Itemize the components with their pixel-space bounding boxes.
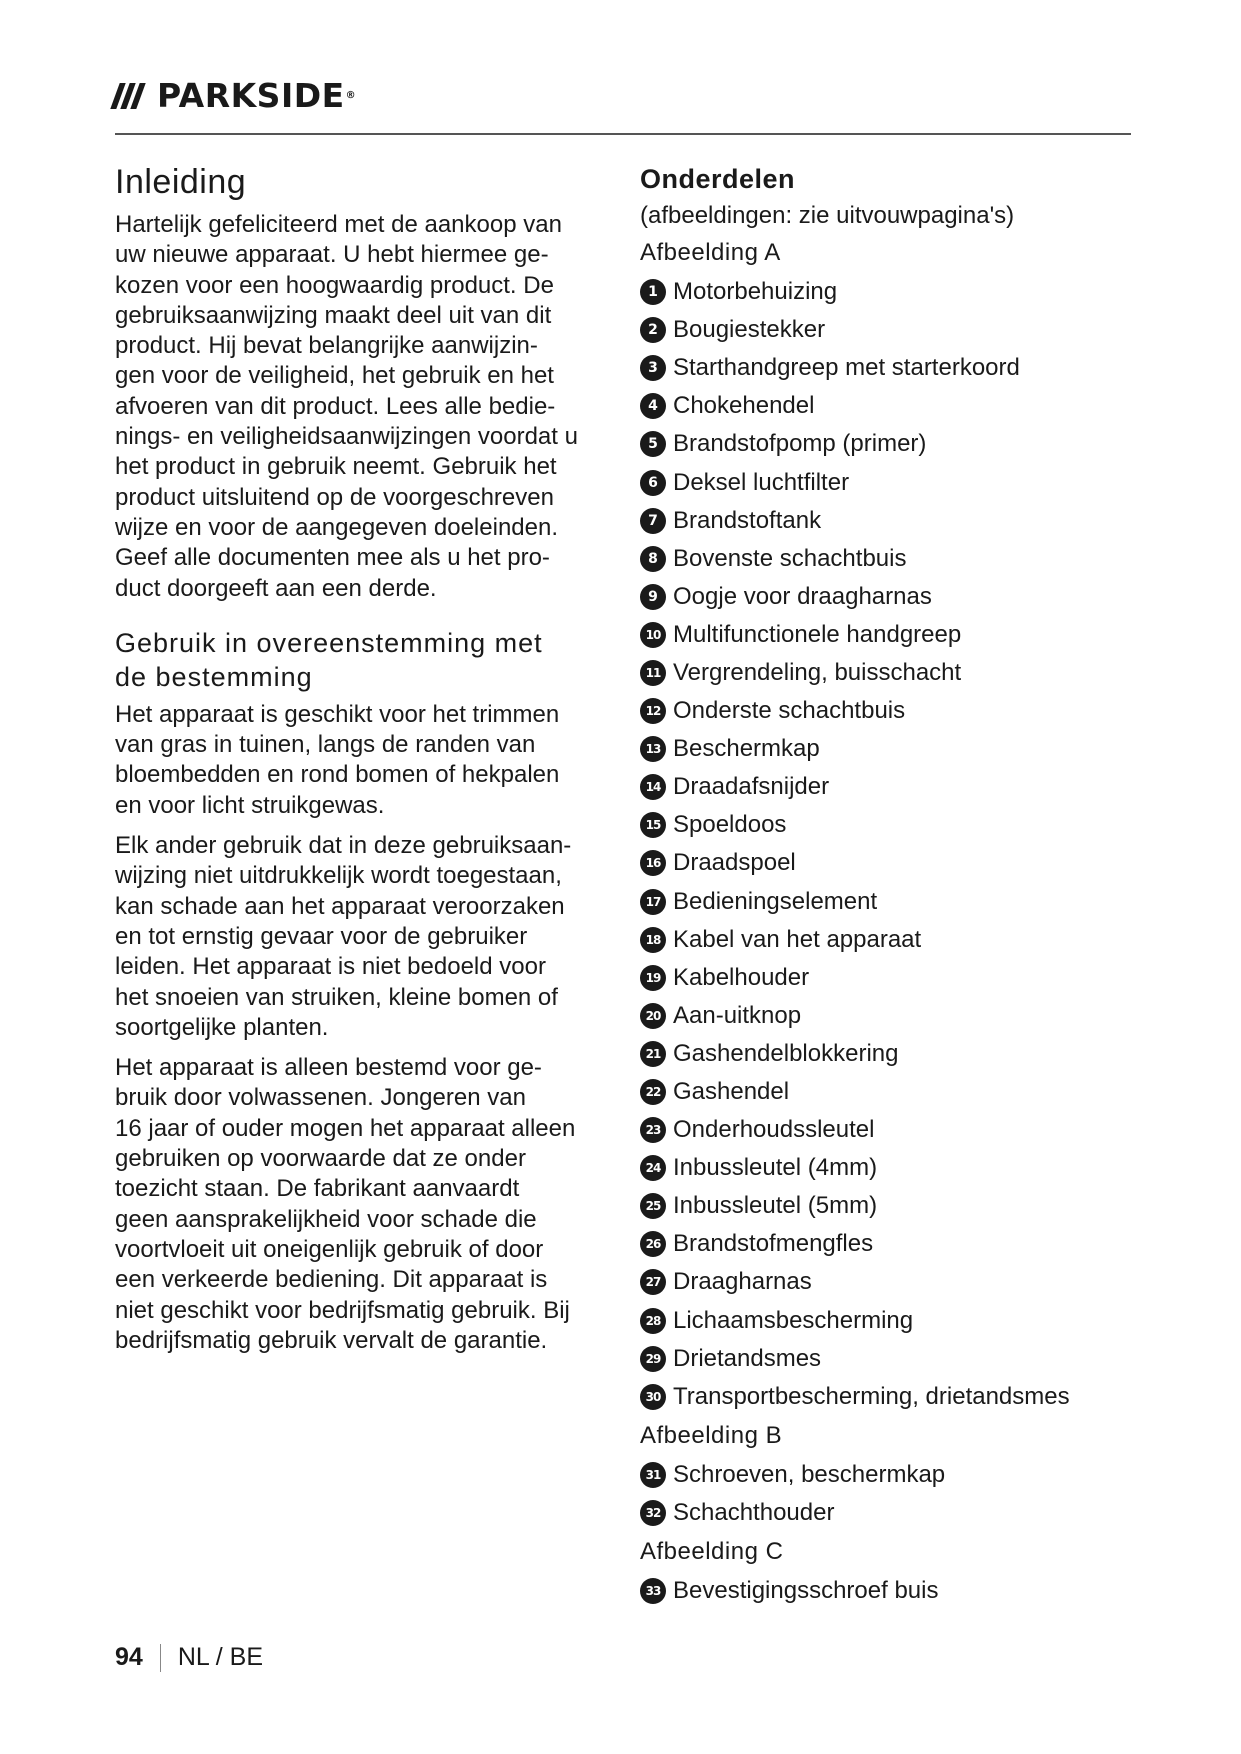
part-number-badge: 33 <box>640 1578 666 1604</box>
part-label: Gashendelblokkering <box>673 1039 899 1067</box>
part-label: Beschermkap <box>673 735 820 763</box>
part-item <box>640 806 1140 844</box>
intended-use-paragraph <box>115 1053 610 1356</box>
paragraph-line: bedrijfsmatig gebruik vervalt de garantie. <box>115 1326 548 1354</box>
part-number-badge: 1 <box>640 279 666 305</box>
part-label: Multifunctionele handgreep <box>673 620 962 648</box>
parts-title: Onderdelen <box>640 164 796 194</box>
part-label: Lichaamsbescherming <box>673 1306 914 1334</box>
part-number-badge: 31 <box>640 1462 666 1488</box>
part-item <box>640 502 1140 540</box>
header-divider <box>115 133 1131 135</box>
part-number-badge: 24 <box>640 1155 666 1181</box>
paragraph-line: soortgelijke planten. <box>115 1013 329 1041</box>
part-number-badge: 3 <box>640 355 666 381</box>
part-label: Bedieningselement <box>673 887 878 915</box>
part-number-badge: 27 <box>640 1269 666 1295</box>
paragraph-line: kan schade aan het apparaat veroorzaken <box>115 892 565 920</box>
part-item <box>640 883 1140 921</box>
intended-use-paragraph <box>115 831 610 1043</box>
part-item <box>640 844 1140 882</box>
part-number-badge: 21 <box>640 1041 666 1067</box>
part-number-badge: 23 <box>640 1117 666 1143</box>
language-label: NL / BE <box>177 1643 264 1671</box>
part-number-badge: 18 <box>640 927 666 953</box>
part-label: Kabelhouder <box>673 963 810 991</box>
part-number-badge: 14 <box>640 774 666 800</box>
part-item <box>640 1378 1140 1416</box>
part-label: Onderhoudssleutel <box>673 1116 875 1144</box>
part-number-badge: 29 <box>640 1346 666 1372</box>
part-label: Bevestigingsschroef buis <box>673 1577 939 1605</box>
part-number-badge: 17 <box>640 889 666 915</box>
part-number-badge: 6 <box>640 470 666 496</box>
brand-name: PARKSIDE <box>157 76 345 115</box>
part-number-badge: 4 <box>640 393 666 419</box>
part-label: Gashendel <box>673 1078 790 1106</box>
figure-label: Afbeelding A <box>640 239 781 266</box>
part-item <box>640 1035 1140 1073</box>
part-item <box>640 1149 1140 1187</box>
right-column <box>640 162 1140 1610</box>
part-item <box>640 349 1140 387</box>
intro-line: duct doorgeeft aan een derde. <box>115 574 437 602</box>
part-label: Vergrendeling, buisschacht <box>673 658 962 686</box>
part-number-badge: 9 <box>640 584 666 610</box>
part-number-badge: 19 <box>640 965 666 991</box>
part-number-badge: 12 <box>640 698 666 724</box>
part-label: Draadafsnijder <box>673 773 830 801</box>
intro-line: gebruiksaanwijzing maakt deel uit van dit <box>115 301 552 329</box>
part-number-badge: 28 <box>640 1308 666 1334</box>
paragraph-line: en tot ernstig gevaar voor de gebruiker <box>115 922 528 950</box>
part-item <box>640 1073 1140 1111</box>
part-label: Aan-uitknop <box>673 1001 802 1029</box>
part-number-badge: 13 <box>640 736 666 762</box>
intended-use-title-line: Gebruik in overeenstemming met <box>115 627 543 658</box>
part-item <box>640 768 1140 806</box>
left-column <box>115 162 610 1356</box>
intended-use-title-line: de bestemming <box>115 661 313 692</box>
paragraph-line: geen aansprakelijkheid voor schade die <box>115 1205 537 1233</box>
part-label: Bougiestekker <box>673 316 826 344</box>
part-label: Inbussleutel (4mm) <box>673 1154 878 1182</box>
intro-line: Hartelijk gefeliciteerd met de aankoop van <box>115 211 562 238</box>
part-item <box>640 921 1140 959</box>
part-item <box>640 463 1140 501</box>
part-label: Starthandgreep met starterkoord <box>673 354 1020 382</box>
part-number-badge: 11 <box>640 660 666 686</box>
parts-note: (afbeeldingen: zie uitvouwpagina's) <box>640 202 1015 229</box>
part-item <box>640 1302 1140 1340</box>
part-item <box>640 997 1140 1035</box>
part-label: Motorbehuizing <box>673 278 838 306</box>
intro-line: het product in gebruik neemt. Gebruik het <box>115 453 557 481</box>
brand-bars-icon <box>115 83 145 109</box>
intro-line: wijze en voor de aangegeven doeleinden. <box>115 513 559 541</box>
part-label: Drietandsmes <box>673 1344 822 1372</box>
intro-line: kozen voor een hoogwaardig product. De <box>115 271 554 299</box>
paragraph-line: niet geschikt voor bedrijfsmatig gebruik. Bij <box>115 1296 570 1324</box>
paragraph-line: Het apparaat is alleen bestemd voor ge- <box>115 1054 542 1082</box>
figure-label: Afbeelding B <box>640 1421 783 1449</box>
part-number-badge: 32 <box>640 1500 666 1526</box>
part-label: Brandstofmengfles <box>673 1230 874 1258</box>
paragraph-line: Elk ander gebruik dat in deze gebruiksaan- <box>115 832 572 860</box>
part-label: Bovenste schachtbuis <box>673 544 907 572</box>
intro-line: product. Hij bevat belangrijke aanwijzin- <box>115 332 538 360</box>
part-item <box>640 1340 1140 1378</box>
part-label: Brandstoftank <box>673 506 822 534</box>
part-label: Kabel van het apparaat <box>673 925 922 953</box>
part-label: Draadspoel <box>673 849 796 877</box>
paragraph-line: een verkeerde bediening. Dit apparaat is <box>115 1266 548 1294</box>
part-item <box>640 387 1140 425</box>
part-item <box>640 1187 1140 1225</box>
part-number-badge: 10 <box>640 622 666 648</box>
part-item <box>640 616 1140 654</box>
part-number-badge: 2 <box>640 317 666 343</box>
figure-label: Afbeelding C <box>640 1538 784 1565</box>
paragraph-line: het snoeien van struiken, kleine bomen of <box>115 983 558 1011</box>
part-label: Spoeldoos <box>673 811 787 839</box>
part-number-badge: 25 <box>640 1193 666 1219</box>
part-item <box>640 578 1140 616</box>
intro-line: gen voor de veiligheid, het gebruik en het <box>115 362 554 390</box>
brand-registered-mark: ® <box>345 90 357 101</box>
intro-title: Inleiding <box>115 163 247 201</box>
intro-text <box>115 210 610 604</box>
part-item <box>640 540 1140 578</box>
part-item <box>640 959 1140 997</box>
part-label: Oogje voor draagharnas <box>673 582 932 610</box>
part-label: Draagharnas <box>673 1268 812 1296</box>
intro-line: Geef alle documenten mee als u het pro- <box>115 544 550 572</box>
intro-line: afvoeren van dit product. Lees alle bedie- <box>115 392 556 420</box>
part-number-badge: 15 <box>640 812 666 838</box>
page-footer <box>115 1643 263 1672</box>
paragraph-line: Het apparaat is geschikt voor het trimmen <box>115 700 560 728</box>
part-item <box>640 1111 1140 1149</box>
brand-logo <box>115 76 356 115</box>
part-label: Deksel luchtfilter <box>673 468 850 496</box>
part-number-badge: 8 <box>640 546 666 572</box>
paragraph-line: voortvloeit uit oneigenlijk gebruik of door <box>115 1235 544 1263</box>
part-label: Chokehendel <box>673 392 815 420</box>
paragraph-line: bloembedden en rond bomen of hekpalen <box>115 761 560 789</box>
part-item <box>640 1263 1140 1301</box>
paragraph-line: van gras in tuinen, langs de randen van <box>115 731 536 759</box>
intended-use-paragraph <box>115 700 610 821</box>
paragraph-line: gebruiken op voorwaarde dat ze onder <box>115 1145 526 1173</box>
part-number-badge: 26 <box>640 1231 666 1257</box>
part-label: Brandstofpomp (primer) <box>673 430 927 458</box>
paragraph-line: wijzing niet uitdrukkelijk wordt toegestaan, <box>115 862 562 890</box>
part-item <box>640 1225 1140 1263</box>
footer-divider <box>160 1644 161 1672</box>
part-item <box>640 654 1140 692</box>
part-label: Transportbescherming, drietandsmes <box>673 1382 1070 1410</box>
part-number-badge: 7 <box>640 508 666 534</box>
parts-list <box>640 233 1140 1610</box>
paragraph-line: 16 jaar of ouder mogen het apparaat alleen <box>115 1114 576 1142</box>
part-item <box>640 311 1140 349</box>
paragraph-line: en voor licht struikgewas. <box>115 791 385 819</box>
part-item <box>640 1456 1140 1494</box>
intended-use-text <box>115 700 610 1356</box>
part-number-badge: 16 <box>640 850 666 876</box>
page-number: 94 <box>115 1643 143 1671</box>
part-item <box>640 730 1140 768</box>
paragraph-line: toezicht staan. De fabrikant aanvaardt <box>115 1175 520 1203</box>
part-number-badge: 30 <box>640 1384 666 1410</box>
intro-line: nings- en veiligheidsaanwijzingen voordat u <box>115 423 578 451</box>
intro-line: product uitsluitend op de voorgeschreven <box>115 483 554 511</box>
part-number-badge: 20 <box>640 1003 666 1029</box>
part-item <box>640 273 1140 311</box>
part-item <box>640 1572 1140 1610</box>
paragraph-line: bruik door volwassenen. Jongeren van <box>115 1084 526 1112</box>
part-item <box>640 692 1140 730</box>
part-label: Onderste schachtbuis <box>673 697 906 725</box>
intro-line: uw nieuwe apparaat. U hebt hiermee ge- <box>115 241 549 269</box>
part-item <box>640 425 1140 463</box>
part-label: Schachthouder <box>673 1498 835 1526</box>
part-item <box>640 1494 1140 1532</box>
part-label: Inbussleutel (5mm) <box>673 1192 878 1220</box>
intended-use-title <box>115 626 610 694</box>
part-number-badge: 5 <box>640 431 666 457</box>
part-label: Schroeven, beschermkap <box>673 1460 946 1488</box>
part-number-badge: 22 <box>640 1079 666 1105</box>
paragraph-line: leiden. Het apparaat is niet bedoeld voor <box>115 953 546 981</box>
